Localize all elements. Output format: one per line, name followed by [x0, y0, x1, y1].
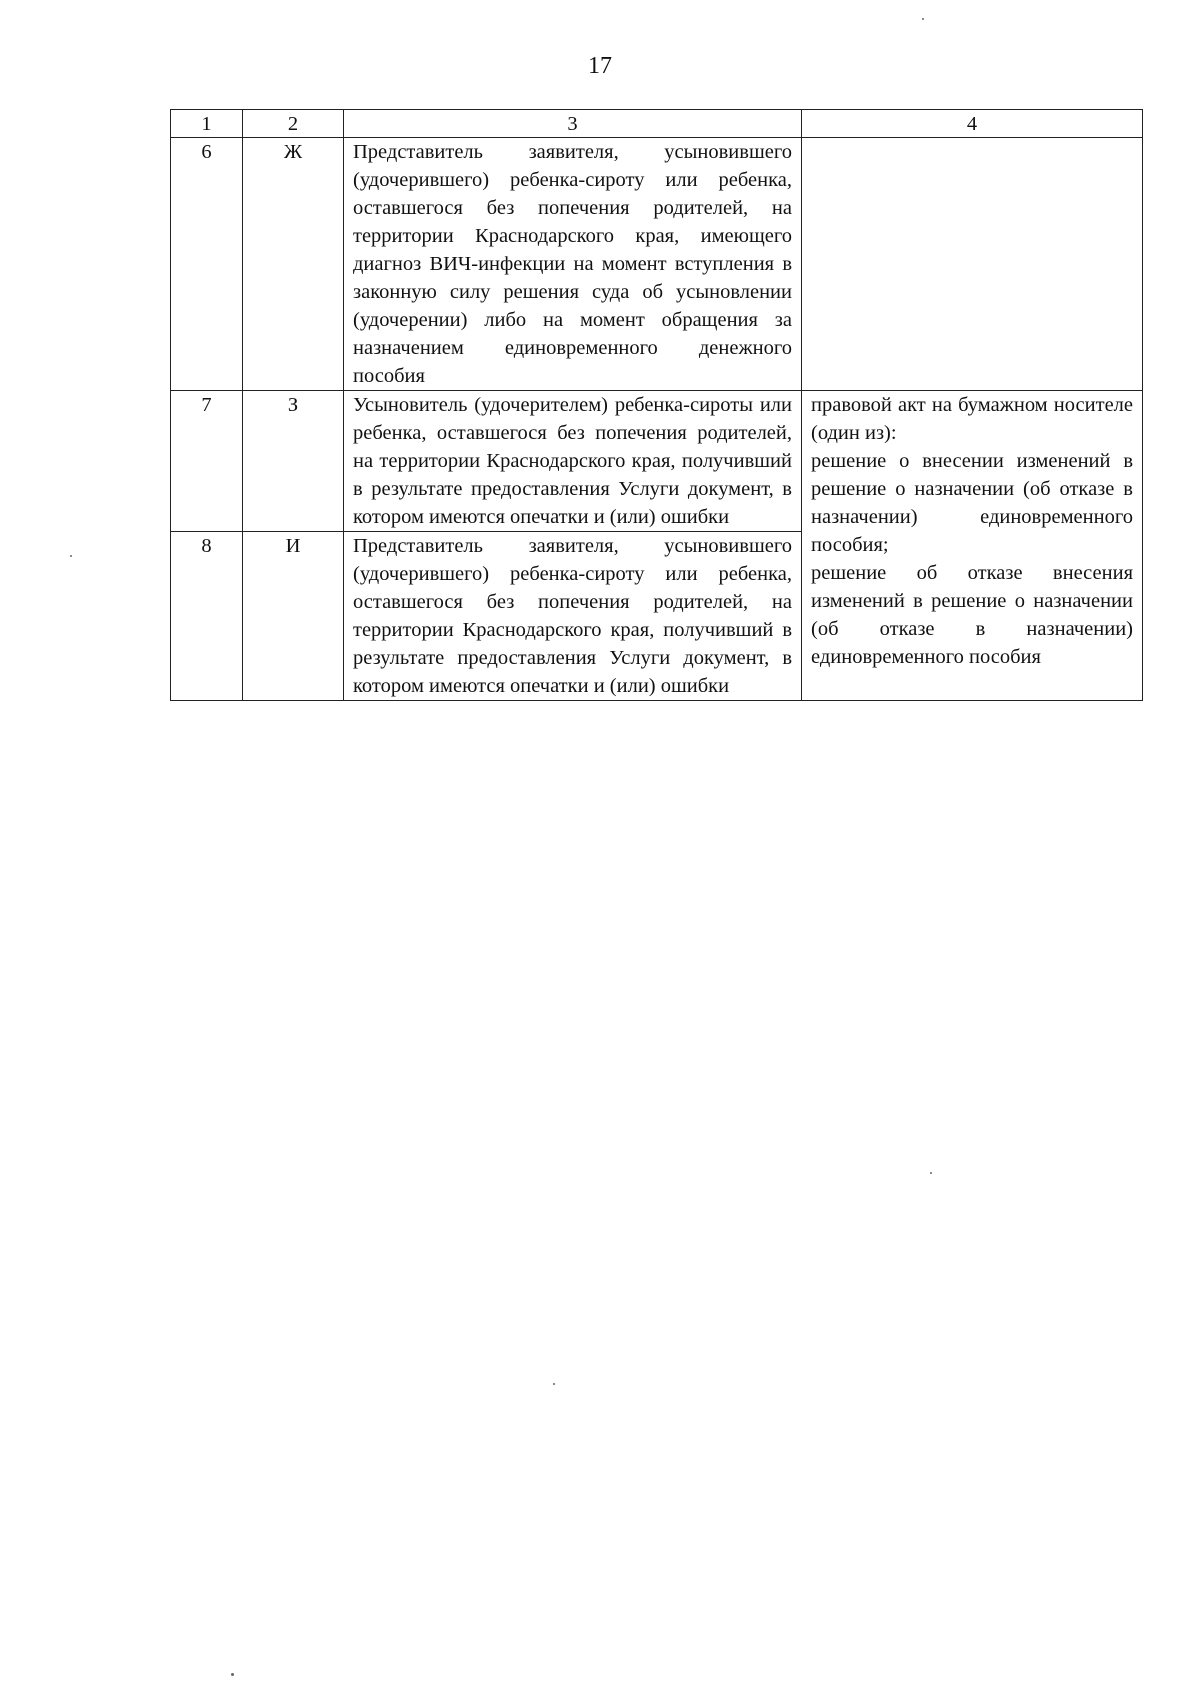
merged-result-cell — [802, 391, 1143, 701]
header-col-1: 1 — [171, 110, 243, 138]
row-description: Представитель заявителя, усыновившего (удочерившего) ребенка-сироту или ребенка, оставшегося без попечения родителей, на территории Краснодарского края, получивший в результате предоставления Услуги документ, в котором имеются опечатки и (или) ошибки — [344, 532, 802, 701]
scan-speck — [930, 1172, 932, 1174]
scan-speck — [553, 1383, 555, 1385]
row-number: 8 — [171, 532, 243, 701]
scan-speck — [231, 1673, 234, 1676]
row-number: 6 — [171, 138, 243, 391]
result-line-intro: правовой акт на бумажном носителе (один из): — [811, 394, 1133, 444]
header-col-4: 4 — [802, 110, 1143, 138]
scan-speck — [70, 555, 72, 557]
header-col-2: 2 — [243, 110, 344, 138]
row-letter: Ж — [243, 138, 344, 391]
row-number: 7 — [171, 391, 243, 532]
row-result-empty — [802, 138, 1143, 391]
row-description: Усыновитель (удочерителем) ребенка-сироты или ребенка, оставшегося без попечения родителей, на территории Краснодарского края, получивший в результате предоставления Услуги документ, в котором имеются опечатки и (или) ошибки — [344, 391, 802, 532]
result-line-refusal-decision: решение об отказе внесения изменений в решение о назначении (об отказе в назначении) единовременного пособия — [811, 562, 1133, 668]
table-row — [171, 138, 1143, 391]
scan-speck — [922, 18, 924, 20]
row-letter: З — [243, 391, 344, 532]
table-row — [171, 391, 1143, 532]
page-number: 17 — [588, 53, 612, 79]
document-table — [170, 109, 1143, 701]
header-col-3: 3 — [344, 110, 802, 138]
row-description: Представитель заявителя, усыновившего (удочерившего) ребенка-сироту или ребенка, оставшегося без попечения родителей, на территории Краснодарского края, имеющего диагноз ВИЧ-инфекции на момент вступления в законную силу решения суда об усыновлении (удочерении) либо на момент обращения за назначением единовременного денежного пособия — [344, 138, 802, 391]
row-letter: И — [243, 532, 344, 701]
table-header-row — [171, 110, 1143, 138]
result-line-change-decision: решение о внесении изменений в решение о назначении (об отказе в назначении) единовременного пособия; — [811, 450, 1133, 556]
